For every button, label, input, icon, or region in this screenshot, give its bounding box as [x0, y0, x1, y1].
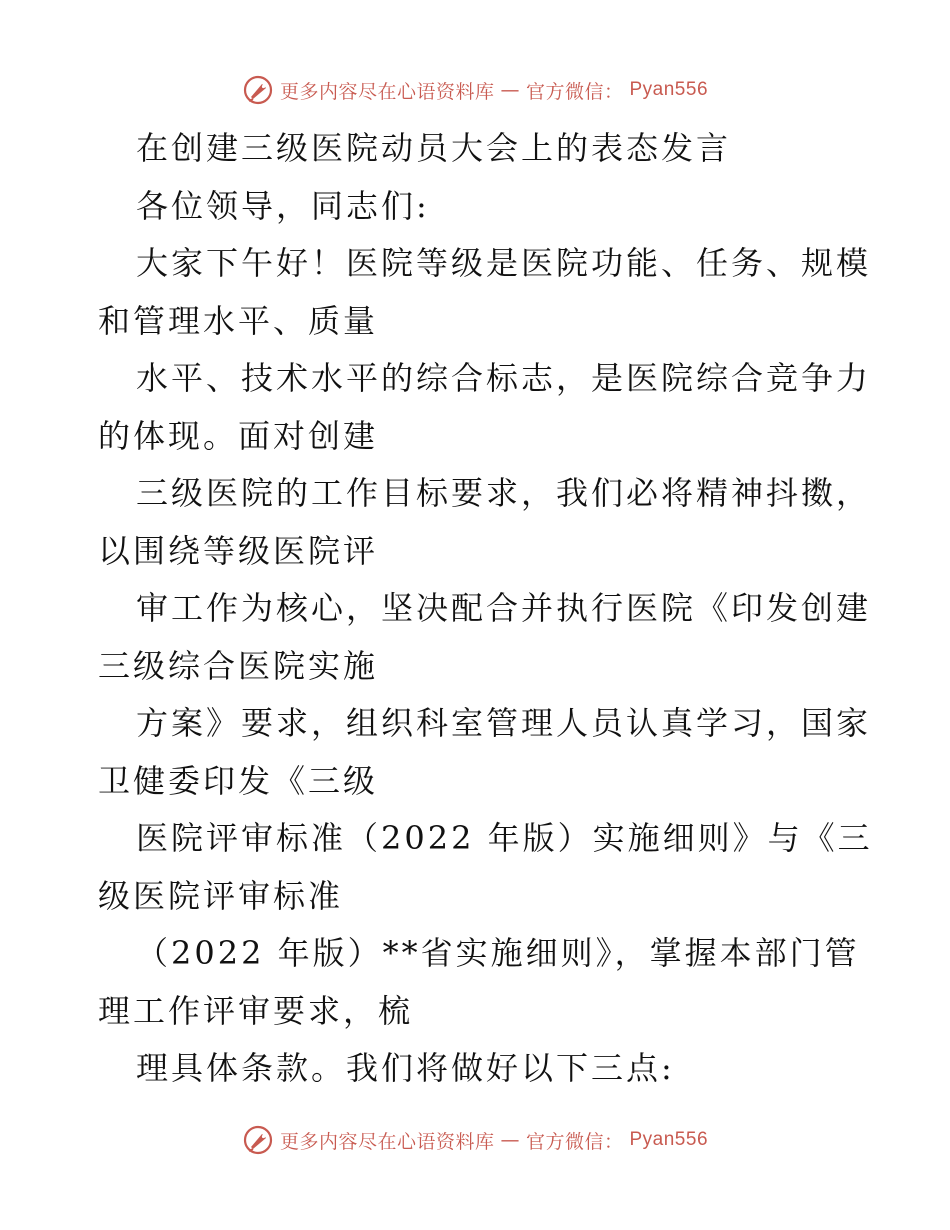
watermark-official-label: 官方微信： — [525, 80, 624, 103]
document-body — [98, 120, 873, 1098]
watermark-dash: — — [500, 79, 520, 101]
pen-nib-icon — [242, 1124, 274, 1156]
salutation: 各位领导，同志们: — [136, 186, 430, 225]
paragraph-line: 的体现。面对创建 — [98, 416, 379, 455]
paragraph-line: （2022 年版）**省实施细则》，掌握本部门管 — [136, 934, 860, 972]
paragraph-line: 理具体条款。我们将做好以下三点: — [136, 1049, 675, 1087]
watermark-wechat-id: Pyan556 — [629, 79, 709, 100]
watermark-official-label: 官方微信： — [525, 1130, 624, 1153]
paragraph-line: 理工作评审要求，梳 — [98, 991, 414, 1030]
paragraph-line: 三级医院的工作目标要求，我们必将精神抖擞， — [136, 474, 872, 512]
watermark-main-text: 更多内容尽在心语资料库 — [279, 80, 495, 103]
paragraph-line: 三级综合医院实施 — [98, 646, 379, 685]
paragraph-line: 级医院评审标准 — [98, 876, 344, 915]
document-title: 在创建三级医院动员大会上的表态发言 — [136, 129, 732, 167]
paragraph-line: 方案》要求，组织科室管理人员认真学习，国家 — [136, 704, 872, 742]
watermark-dash: — — [500, 1129, 520, 1151]
paragraph-line: 审工作为核心，坚决配合并执行医院《印发创建 — [136, 589, 872, 627]
paragraph-line: 卫健委印发《三级 — [98, 761, 379, 800]
footer-watermark — [0, 1120, 950, 1160]
watermark-main-text: 更多内容尽在心语资料库 — [279, 1130, 495, 1153]
paragraph-line: 和管理水平、质量 — [98, 301, 379, 340]
pen-nib-icon — [242, 74, 274, 106]
watermark-wechat-id: Pyan556 — [629, 1129, 709, 1150]
paragraph-line: 以围绕等级医院评 — [98, 531, 379, 570]
paragraph-line: 水平、技术水平的综合标志，是医院综合竞争力 — [136, 359, 872, 397]
header-watermark — [0, 70, 950, 110]
paragraph-line: 医院评审标准（2022 年版）实施细则》与《三 — [136, 819, 873, 857]
paragraph-line: 大家下午好！医院等级是医院功能、任务、规模 — [136, 244, 872, 282]
